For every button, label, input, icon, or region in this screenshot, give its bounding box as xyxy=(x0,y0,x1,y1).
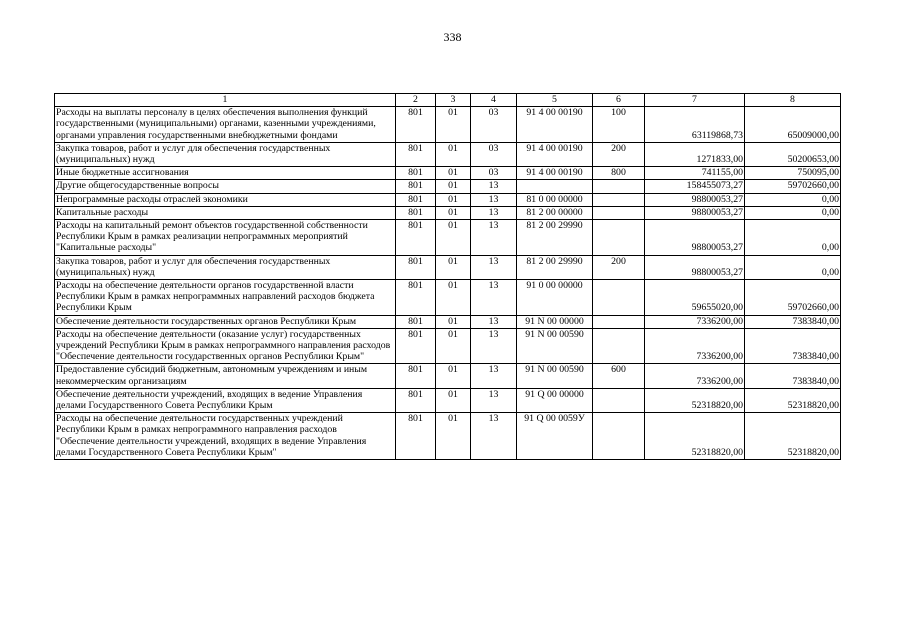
row-amount-year2-cell: 65009000,00 xyxy=(745,107,841,143)
row-section-cell: 01 xyxy=(436,220,471,256)
row-section-cell: 01 xyxy=(436,193,471,206)
row-section-cell: 01 xyxy=(436,364,471,388)
row-expense-type-cell: 600 xyxy=(593,364,645,388)
row-target-article-cell xyxy=(517,180,593,193)
row-amount-year1-cell: 98800053,27 xyxy=(645,193,745,206)
row-subsection-cell: 13 xyxy=(471,315,517,328)
row-name-cell: Другие общегосударственные вопросы xyxy=(55,180,396,193)
row-name-cell: Расходы на обеспечение деятельности государственных учреждений Республики Крым в рамках непрограммного направления расходов "Обеспечение деятельности учреждений, входящих в ведение Управления делами Государственного Совета Республики Крым" xyxy=(55,413,396,460)
row-expense-type-cell: 200 xyxy=(593,255,645,279)
table-row xyxy=(55,364,841,388)
row-target-article-cell: 81 0 00 00000 xyxy=(517,193,593,206)
row-amount-year2-cell: 52318820,00 xyxy=(745,413,841,460)
row-ministry-cell: 801 xyxy=(396,388,436,412)
row-name-cell: Обеспечение деятельности государственных органов Республики Крым xyxy=(55,315,396,328)
row-ministry-cell: 801 xyxy=(396,328,436,364)
row-subsection-cell: 13 xyxy=(471,280,517,316)
row-subsection-cell: 03 xyxy=(471,142,517,166)
row-amount-year2-cell: 59702660,00 xyxy=(745,280,841,316)
row-amount-year1-cell: 98800053,27 xyxy=(645,206,745,219)
row-amount-year1-cell: 7336200,00 xyxy=(645,364,745,388)
row-amount-year1-cell: 158455073,27 xyxy=(645,180,745,193)
row-section-cell: 01 xyxy=(436,180,471,193)
row-amount-year2-cell: 0,00 xyxy=(745,255,841,279)
row-amount-year2-cell: 7383840,00 xyxy=(745,364,841,388)
table-row xyxy=(55,220,841,256)
row-amount-year1-cell: 59655020,00 xyxy=(645,280,745,316)
row-subsection-cell: 03 xyxy=(471,167,517,180)
row-subsection-cell: 13 xyxy=(471,328,517,364)
row-name-cell: Иные бюджетные ассигнования xyxy=(55,167,396,180)
row-amount-year2-cell: 7383840,00 xyxy=(745,328,841,364)
header-cell: 7 xyxy=(645,94,745,107)
row-amount-year1-cell: 52318820,00 xyxy=(645,388,745,412)
row-amount-year1-cell: 1271833,00 xyxy=(645,142,745,166)
row-section-cell: 01 xyxy=(436,206,471,219)
row-section-cell: 01 xyxy=(436,315,471,328)
row-amount-year2-cell: 59702660,00 xyxy=(745,180,841,193)
row-ministry-cell: 801 xyxy=(396,280,436,316)
row-subsection-cell: 13 xyxy=(471,180,517,193)
row-amount-year2-cell: 750095,00 xyxy=(745,167,841,180)
row-subsection-cell: 13 xyxy=(471,220,517,256)
row-target-article-cell: 91 N 00 00590 xyxy=(517,364,593,388)
row-name-cell: Предоставление субсидий бюджетным, автономным учреждениям и иным некоммерческим организациям xyxy=(55,364,396,388)
row-target-article-cell: 91 N 00 00590 xyxy=(517,328,593,364)
row-expense-type-cell xyxy=(593,328,645,364)
table-row xyxy=(55,142,841,166)
row-expense-type-cell xyxy=(593,280,645,316)
row-name-cell: Закупка товаров, работ и услуг для обеспечения государственных (муниципальных) нужд xyxy=(55,255,396,279)
page-number: 338 xyxy=(443,30,462,44)
row-section-cell: 01 xyxy=(436,255,471,279)
table-row xyxy=(55,193,841,206)
row-amount-year1-cell: 7336200,00 xyxy=(645,328,745,364)
row-amount-year1-cell: 7336200,00 xyxy=(645,315,745,328)
row-ministry-cell: 801 xyxy=(396,255,436,279)
row-amount-year2-cell: 7383840,00 xyxy=(745,315,841,328)
row-ministry-cell: 801 xyxy=(396,107,436,143)
header-cell: 1 xyxy=(55,94,396,107)
row-name-cell: Капитальные расходы xyxy=(55,206,396,219)
table-row xyxy=(55,167,841,180)
row-subsection-cell: 13 xyxy=(471,206,517,219)
row-expense-type-cell xyxy=(593,180,645,193)
row-target-article-cell: 91 4 00 00190 xyxy=(517,142,593,166)
row-ministry-cell: 801 xyxy=(396,315,436,328)
row-target-article-cell: 91 Q 00 0059У xyxy=(517,413,593,460)
row-ministry-cell: 801 xyxy=(396,193,436,206)
row-expense-type-cell: 800 xyxy=(593,167,645,180)
table-row xyxy=(55,206,841,219)
row-subsection-cell: 13 xyxy=(471,413,517,460)
table-row xyxy=(55,388,841,412)
row-ministry-cell: 801 xyxy=(396,206,436,219)
header-cell: 4 xyxy=(471,94,517,107)
table-row xyxy=(55,180,841,193)
row-amount-year2-cell: 52318820,00 xyxy=(745,388,841,412)
row-amount-year1-cell: 52318820,00 xyxy=(645,413,745,460)
row-amount-year2-cell: 0,00 xyxy=(745,193,841,206)
row-expense-type-cell xyxy=(593,193,645,206)
row-name-cell: Расходы на обеспечение деятельности органов государственной власти Республики Крым в рамках непрограммных направлений расходов бюджета Республики Крым xyxy=(55,280,396,316)
row-ministry-cell: 801 xyxy=(396,220,436,256)
row-expense-type-cell xyxy=(593,206,645,219)
header-cell: 5 xyxy=(517,94,593,107)
row-expense-type-cell xyxy=(593,413,645,460)
row-expense-type-cell: 200 xyxy=(593,142,645,166)
row-name-cell: Непрограммные расходы отраслей экономики xyxy=(55,193,396,206)
row-target-article-cell: 91 Q 00 00000 xyxy=(517,388,593,412)
row-amount-year2-cell: 50200653,00 xyxy=(745,142,841,166)
row-expense-type-cell xyxy=(593,315,645,328)
row-expense-type-cell xyxy=(593,388,645,412)
row-target-article-cell: 91 N 00 00000 xyxy=(517,315,593,328)
row-section-cell: 01 xyxy=(436,388,471,412)
row-target-article-cell: 91 4 00 00190 xyxy=(517,167,593,180)
row-section-cell: 01 xyxy=(436,280,471,316)
header-cell: 6 xyxy=(593,94,645,107)
table-row xyxy=(55,255,841,279)
row-target-article-cell: 81 2 00 00000 xyxy=(517,206,593,219)
row-subsection-cell: 13 xyxy=(471,364,517,388)
row-subsection-cell: 13 xyxy=(471,388,517,412)
table-row xyxy=(55,315,841,328)
row-name-cell: Закупка товаров, работ и услуг для обеспечения государственных (муниципальных) нужд xyxy=(55,142,396,166)
header-cell: 2 xyxy=(396,94,436,107)
row-ministry-cell: 801 xyxy=(396,364,436,388)
row-target-article-cell: 81 2 00 29990 xyxy=(517,255,593,279)
row-name-cell: Расходы на выплаты персоналу в целях обеспечения выполнения функций государственными (муниципальными) органами, казенными учреждениями, органами управления государственными внебюджетными фондами xyxy=(55,107,396,143)
row-amount-year1-cell: 741155,00 xyxy=(645,167,745,180)
row-section-cell: 01 xyxy=(436,107,471,143)
budget-table xyxy=(54,93,841,460)
row-expense-type-cell xyxy=(593,220,645,256)
row-amount-year2-cell: 0,00 xyxy=(745,206,841,219)
row-ministry-cell: 801 xyxy=(396,167,436,180)
header-cell: 3 xyxy=(436,94,471,107)
row-name-cell: Расходы на обеспечение деятельности (оказание услуг) государственных учреждений Республики Крым в рамках непрограммного направления расходов "Обеспечение деятельности государственных органов Республики Крым" xyxy=(55,328,396,364)
row-section-cell: 01 xyxy=(436,167,471,180)
row-name-cell: Обеспечение деятельности учреждений, входящих в ведение Управления делами Государственного Совета Республики Крым xyxy=(55,388,396,412)
row-target-article-cell: 91 4 00 00190 xyxy=(517,107,593,143)
table-row xyxy=(55,280,841,316)
row-subsection-cell: 13 xyxy=(471,193,517,206)
row-expense-type-cell: 100 xyxy=(593,107,645,143)
row-ministry-cell: 801 xyxy=(396,142,436,166)
row-section-cell: 01 xyxy=(436,413,471,460)
header-cell: 8 xyxy=(745,94,841,107)
row-name-cell: Расходы на капитальный ремонт объектов государственной собственности Республики Крым в рамках реализации непрограммных мероприятий "Капитальные расходы" xyxy=(55,220,396,256)
row-subsection-cell: 13 xyxy=(471,255,517,279)
table-row xyxy=(55,328,841,364)
row-target-article-cell: 81 2 00 29990 xyxy=(517,220,593,256)
row-subsection-cell: 03 xyxy=(471,107,517,143)
row-amount-year1-cell: 63119868,73 xyxy=(645,107,745,143)
table-header-row xyxy=(55,94,841,107)
row-amount-year2-cell: 0,00 xyxy=(745,220,841,256)
row-target-article-cell: 91 0 00 00000 xyxy=(517,280,593,316)
row-section-cell: 01 xyxy=(436,328,471,364)
row-section-cell: 01 xyxy=(436,142,471,166)
table-row xyxy=(55,107,841,143)
table-row xyxy=(55,413,841,460)
row-ministry-cell: 801 xyxy=(396,180,436,193)
row-ministry-cell: 801 xyxy=(396,413,436,460)
row-amount-year1-cell: 98800053,27 xyxy=(645,220,745,256)
row-amount-year1-cell: 98800053,27 xyxy=(645,255,745,279)
